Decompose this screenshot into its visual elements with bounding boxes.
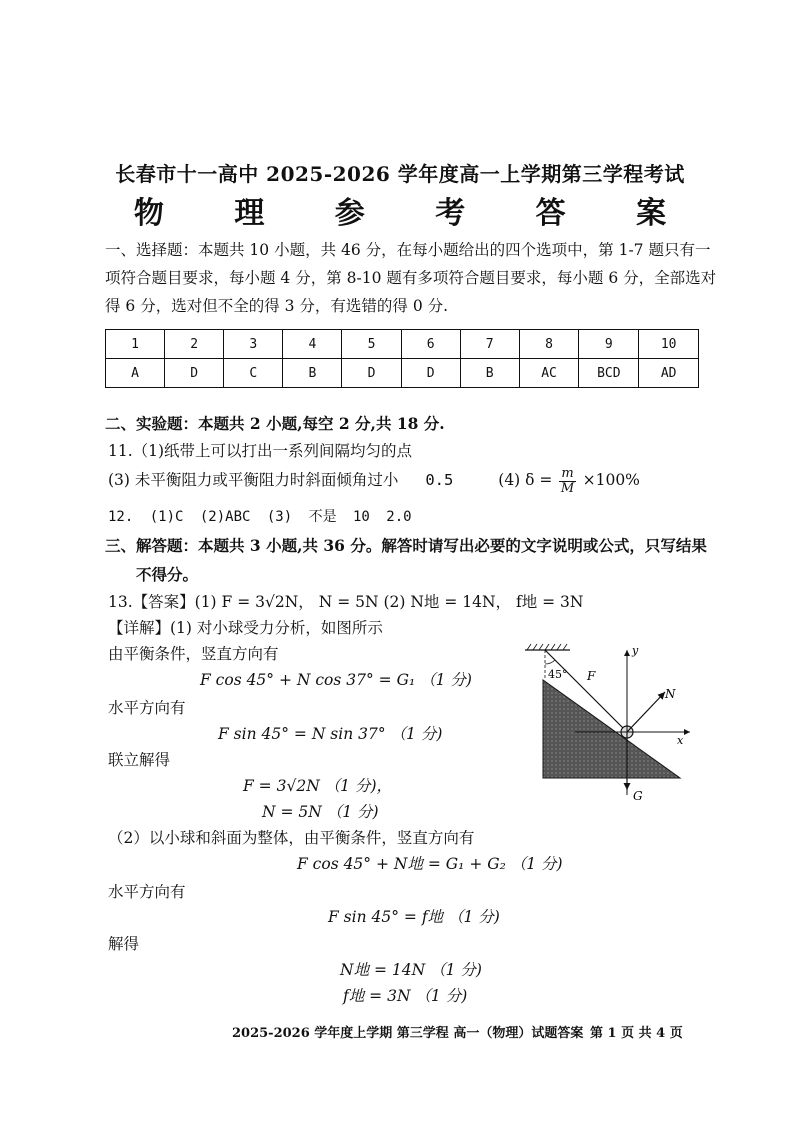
section1-line3: 得 6 分，选对但不全的得 3 分，有选错的得 0 分. (105, 297, 449, 315)
table-cell: B (283, 359, 342, 388)
equation-6: F sin 45° = f地 （1 分) (328, 908, 500, 926)
section2-heading: 二、实验题：本题共 2 小题,每空 2 分,共 18 分. (105, 414, 445, 433)
q11-percent: ×100% (582, 471, 640, 489)
solve-label-2: 解得 (108, 935, 140, 953)
q13-answer: 13.【答案】(1) F = 3√2N， N = 5N (2) N地 = 14N， f地 = 3N (108, 593, 584, 611)
table-cell: 6 (401, 330, 460, 359)
table-cell: D (342, 359, 401, 388)
section1-line1: 一、选择题：本题共 10 小题，共 46 分，在每小题给出的四个选项中，第 1-7 题只有一 (105, 241, 711, 259)
q13-detail-intro: 【详解】(1) 对小球受力分析，如图所示 (108, 619, 383, 637)
force-diagram (515, 640, 705, 810)
x-axis-label: x (677, 734, 684, 747)
incline-block (543, 680, 680, 778)
table-cell: 10 (639, 330, 699, 359)
equation-5: F cos 45° + N地 = G₁ + G₂ （1 分) (297, 855, 563, 873)
table-cell: A (106, 359, 165, 388)
force-f-label: F (587, 669, 596, 683)
q11-line1: 11.（1)纸带上可以打出一系列间隔均匀的点 (108, 442, 413, 460)
section3-heading-line2: 不得分。 (136, 565, 199, 584)
answer-table-number-row (106, 330, 699, 359)
equation-7: N地 = 14N （1 分) (340, 961, 482, 979)
equation-3: F = 3√2N （1 分)， (243, 777, 393, 795)
fraction-numerator: m (561, 465, 574, 481)
q12-line: 12. (1)C (2)ABC (3) 不是 10 2.0 (108, 509, 412, 525)
q11-part3: (3) 未平衡阻力或平衡阻力时斜面倾角过小 (108, 471, 399, 489)
table-cell: D (401, 359, 460, 388)
q11-value: 0.5 (425, 471, 454, 489)
table-cell: 9 (579, 330, 639, 359)
section3-heading-line1: 三、解答题：本题共 3 小题,共 36 分。解答时请写出必要的文字说明或公式，只写结果 (105, 536, 707, 555)
q11-fraction (559, 467, 575, 496)
normal-force-arrow (627, 692, 665, 732)
force-g-label: G (633, 789, 643, 803)
page-title: 长春市十一高中 2025-2026 学年度高一上学期第三学程考试 (115, 162, 685, 186)
table-cell: 7 (460, 330, 519, 359)
table-cell: AC (519, 359, 579, 388)
equation-2: F sin 45° = N sin 37° （1 分) (218, 725, 443, 743)
page-subtitle: 物 理 参 考 答 案 (133, 196, 697, 231)
q11-line2 (108, 466, 640, 496)
table-cell: D (165, 359, 224, 388)
footer-text: 2025-2026 学年度上学期 第三学程 高一（物理）试题答案 (232, 1026, 584, 1041)
part2-intro: （2）以小球和斜面为整体，由平衡条件，竖直方向有 (108, 829, 475, 847)
table-cell: 1 (106, 330, 165, 359)
solve-label: 联立解得 (108, 751, 171, 769)
ceiling-hatch (527, 644, 567, 650)
table-cell: 5 (342, 330, 401, 359)
table-cell: 8 (519, 330, 579, 359)
answer-table (105, 329, 699, 388)
equation-1: F cos 45° + N cos 37° = G₁ （1 分) (200, 671, 472, 689)
force-n-label: N (665, 687, 676, 701)
y-axis-label: y (632, 644, 639, 657)
balance-vertical-label: 由平衡条件，竖直方向有 (108, 645, 279, 663)
equation-8: f地 = 3N （1 分) (343, 987, 468, 1005)
table-cell: B (460, 359, 519, 388)
table-cell: C (224, 359, 283, 388)
section1-line2: 项符合题目要求，每小题 4 分，第 8-10 题有多项符合题目要求，每小题 6 分，全部选对 (105, 269, 717, 287)
table-cell: AD (639, 359, 699, 388)
table-cell: 3 (224, 330, 283, 359)
q11-part4: (4) δ = (498, 471, 553, 489)
answer-table-answer-row (106, 359, 699, 388)
table-cell: BCD (579, 359, 639, 388)
equation-4: N = 5N （1 分) (262, 803, 379, 821)
horizontal-label: 水平方向有 (108, 699, 186, 717)
angle-arc (545, 660, 555, 664)
horizontal-label-2: 水平方向有 (108, 883, 186, 901)
table-cell: 2 (165, 330, 224, 359)
angle-label: 45° (548, 668, 568, 681)
footer-page-number: 第 1 页 共 4 页 (590, 1026, 683, 1041)
table-cell: 4 (283, 330, 342, 359)
fraction-denominator: M (560, 480, 575, 496)
